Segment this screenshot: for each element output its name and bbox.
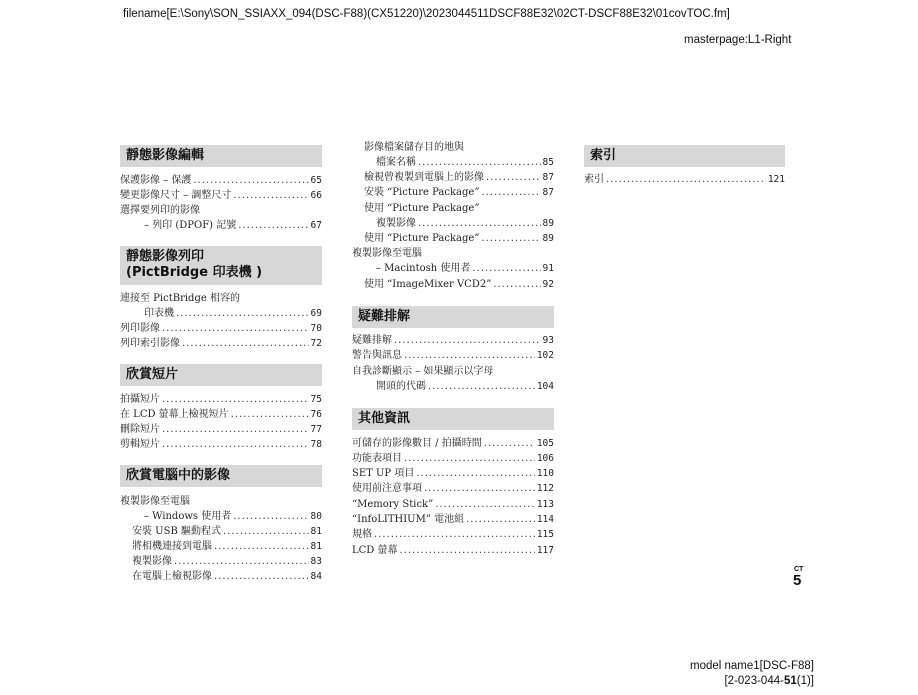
toc-entry[interactable]: 複製影像 ..... 89 [376, 217, 554, 231]
section-header-still-print [120, 246, 322, 285]
toc-entry-text: 選擇要列印的影像 [120, 205, 200, 216]
toc-entry[interactable]: 檔案名稱 ..... 85 [376, 156, 554, 170]
section-header-index: 索引 [584, 145, 785, 167]
toc-entry[interactable]: “Memory Stick” ..... 113 [352, 498, 554, 512]
section-header-line: 靜態影像列印 [126, 249, 205, 264]
toc-entry[interactable]: 檢視曾複製到電腦上的影像 ..... 87 [364, 171, 554, 185]
toc-entry[interactable]: “InfoLITHIUM” 電池組 ..... 114 [352, 513, 554, 527]
toc-entry[interactable]: 使用前注意事項 ..... 112 [352, 482, 554, 496]
section-header-other-info: 其他資訊 [352, 408, 554, 430]
toc-entry[interactable]: 剪輯短片 ..... 78 [120, 438, 322, 452]
footer-part-number: [2-023-044-51(1)] [724, 675, 814, 687]
toc-entry[interactable]: 印表機 ..... 69 [144, 307, 322, 321]
toc-entry-text: 複製影像至電腦 [352, 248, 422, 259]
toc-entry[interactable]: 警告與訊息 ..... 102 [352, 349, 554, 363]
section-header-line: (PictBridge 印表機 ) [126, 265, 263, 280]
toc-entry[interactable]: – 列印 (DPOF) 記號 ..... 67 [144, 219, 322, 233]
toc-entry-text: 使用 “Picture Package” [364, 203, 480, 214]
toc-entry[interactable]: 使用 “ImageMixer VCD2” ..... 92 [364, 278, 554, 292]
toc-entry[interactable]: 疑難排解 ..... 93 [352, 334, 554, 348]
toc-entry-text: 複製影像至電腦 [120, 496, 190, 507]
toc-entry[interactable]: 功能表項目 ..... 106 [352, 452, 554, 466]
toc-entry[interactable]: 拍攝短片 ..... 75 [120, 393, 322, 407]
toc-entry[interactable]: 規格 ..... 115 [352, 528, 554, 542]
section-header-still-edit: 靜態影像編輯 [120, 145, 322, 167]
toc-entry[interactable]: 將相機連接到電腦 ..... 81 [132, 540, 322, 554]
masterpage-label: masterpage:L1-Right [684, 34, 792, 46]
page-language-tag: CT [794, 566, 804, 573]
toc-entry[interactable]: 在電腦上檢視影像 ..... 84 [132, 570, 322, 584]
toc-entry[interactable]: LCD 螢幕 ..... 117 [352, 544, 554, 558]
toc-entry-text: 影像檔案儲存目的地與 [364, 142, 464, 153]
toc-entry[interactable]: 安裝 “Picture Package” ..... 87 [364, 186, 554, 200]
toc-entry[interactable]: SET UP 項目 ..... 110 [352, 467, 554, 481]
toc-entry[interactable]: 變更影像尺寸 – 調整尺寸 ..... 66 [120, 189, 322, 203]
toc-entry[interactable]: 保護影像 – 保護 ..... 65 [120, 174, 322, 188]
toc-entry[interactable]: – Macintosh 使用者 ..... 91 [376, 262, 554, 276]
section-header-movies: 欣賞短片 [120, 364, 322, 386]
toc-entry-text: 自我診斷顯示 – 如果顯示以字母 [352, 366, 494, 377]
section-header-computer: 欣賞電腦中的影像 [120, 465, 322, 487]
section-header-troubleshooting: 疑難排解 [352, 306, 554, 328]
toc-entry[interactable]: 索引 ..... 121 [584, 173, 785, 187]
toc-entry[interactable]: 在 LCD 螢幕上檢視短片 ..... 76 [120, 408, 322, 422]
filename-header: filename[E:\Sony\SON_SSIAXX_094(DSC-F88)(CX51220)\2023044511DSCF88E32\02CT-DSCF88E32\01covTOC.fm] [123, 8, 730, 20]
toc-entry[interactable]: 開頭的代碼 ..... 104 [376, 380, 554, 394]
toc-entry[interactable]: 可儲存的影像數目 / 拍攝時間 ..... 105 [352, 437, 554, 451]
toc-entry[interactable]: 刪除短片 ..... 77 [120, 423, 322, 437]
toc-entry[interactable]: 複製影像 ..... 83 [132, 555, 322, 569]
footer-model-name: model name1[DSC-F88] [690, 660, 814, 672]
toc-entry[interactable]: 列印影像 ..... 70 [120, 322, 322, 336]
page-number: 5 [793, 572, 802, 589]
toc-entry-text: 連接至 PictBridge 相容的 [120, 293, 240, 304]
toc-entry[interactable]: 列印索引影像 ..... 72 [120, 337, 322, 351]
toc-entry[interactable]: – Windows 使用者 ..... 80 [144, 510, 322, 524]
toc-entry[interactable]: 安裝 USB 驅動程式 ..... 81 [132, 525, 322, 539]
toc-entry[interactable]: 使用 “Picture Package” ..... 89 [364, 232, 554, 246]
